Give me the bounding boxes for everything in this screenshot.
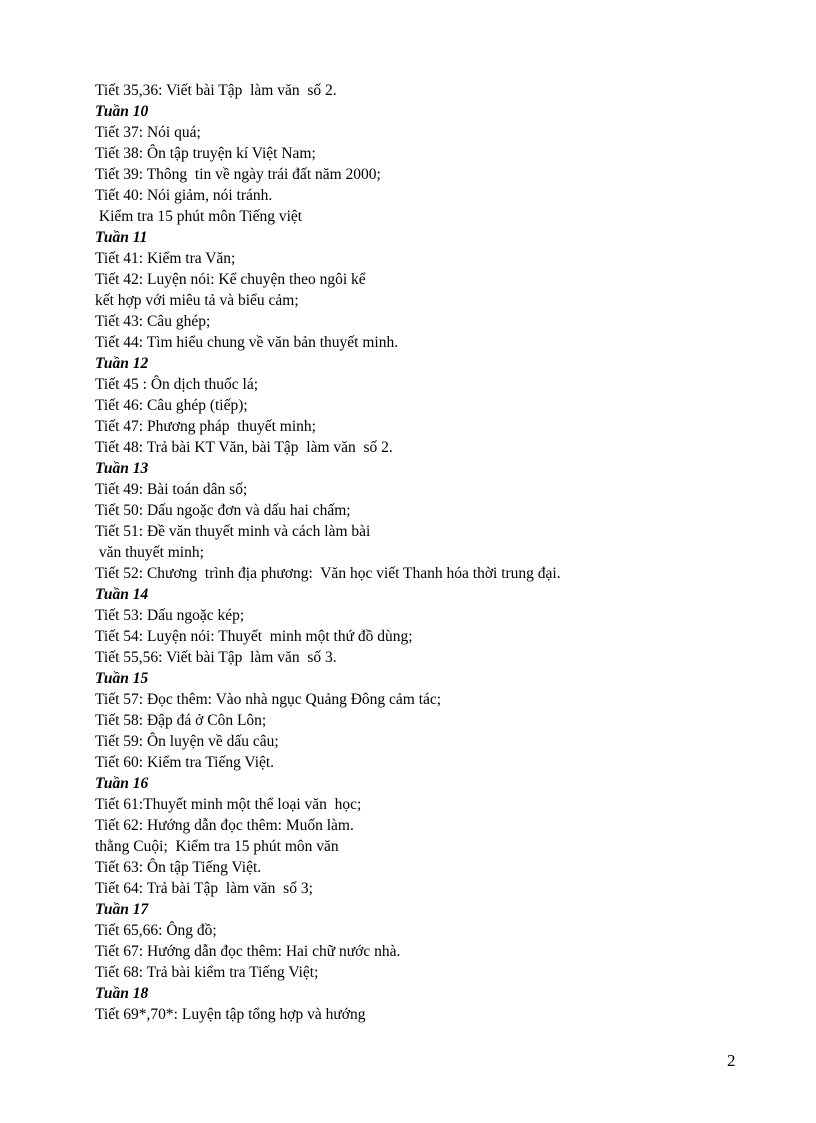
lesson-line: Tiết 54: Luyện nói: Thuyết minh một thứ đồ dùng;: [95, 628, 413, 645]
lesson-line: Tiết 55,56: Viết bài Tập làm văn số 3.: [95, 649, 337, 666]
lesson-line: Tiết 48: Trả bài KT Văn, bài Tập làm văn số 2.: [95, 439, 393, 456]
week-heading: Tuần 10: [95, 103, 149, 120]
lesson-line: Tiết 62: Hướng dẫn đọc thêm: Muốn làm.: [95, 817, 354, 834]
lesson-line: Tiết 68: Trả bài kiểm tra Tiếng Việt;: [95, 964, 319, 981]
lesson-line: Tiết 53: Dấu ngoặc kép;: [95, 607, 245, 624]
lesson-line: văn thuyết minh;: [95, 544, 204, 561]
lesson-line: kết hợp với miêu tả và biểu cảm;: [95, 292, 299, 309]
document-body: [95, 80, 735, 1025]
week-heading: Tuần 15: [95, 670, 149, 687]
lesson-line: Tiết 52: Chương trình địa phương: Văn học viết Thanh hóa thời trung đại.: [95, 565, 561, 582]
week-heading: Tuần 12: [95, 355, 149, 372]
lesson-line: Tiết 50: Dấu ngoặc đơn và dấu hai chấm;: [95, 502, 351, 519]
lesson-line: thằng Cuội; Kiểm tra 15 phút môn văn: [95, 838, 339, 855]
lesson-line: Tiết 41: Kiểm tra Văn;: [95, 250, 236, 267]
lesson-line: Tiết 57: Đọc thêm: Vào nhà ngục Quảng Đông cảm tác;: [95, 691, 442, 708]
lesson-line: Tiết 43: Câu ghép;: [95, 313, 211, 330]
lesson-line: Tiết 35,36: Viết bài Tập làm văn số 2.: [95, 82, 337, 99]
week-heading: Tuần 16: [95, 775, 149, 792]
lesson-line: Tiết 40: Nói giảm, nói tránh.: [95, 187, 273, 204]
lesson-line: Tiết 61:Thuyết minh một thể loại văn học;: [95, 796, 362, 813]
lesson-line: Tiết 64: Trả bài Tập làm văn số 3;: [95, 880, 313, 897]
lesson-line: Tiết 67: Hướng dẫn đọc thêm: Hai chữ nước nhà.: [95, 943, 401, 960]
lesson-line: Tiết 63: Ôn tập Tiếng Việt.: [95, 859, 262, 876]
week-heading: Tuần 18: [95, 985, 149, 1002]
lesson-line: Tiết 46: Câu ghép (tiếp);: [95, 397, 248, 414]
lesson-line: Tiết 60: Kiểm tra Tiếng Việt.: [95, 754, 275, 771]
week-heading: Tuần 11: [95, 229, 148, 246]
lesson-line: Kiểm tra 15 phút môn Tiếng việt: [95, 208, 303, 225]
lesson-line: Tiết 51: Đề văn thuyết minh và cách làm bài: [95, 523, 371, 540]
lesson-line: Tiết 45 : Ôn dịch thuốc lá;: [95, 376, 259, 393]
lesson-line: Tiết 37: Nói quá;: [95, 124, 201, 141]
lesson-line: Tiết 59: Ôn luyện về dấu câu;: [95, 733, 279, 750]
week-heading: Tuần 17: [95, 901, 149, 918]
week-heading: Tuần 13: [95, 460, 149, 477]
lesson-line: Tiết 47: Phương pháp thuyết minh;: [95, 418, 316, 435]
lesson-line: Tiết 49: Bài toán dân số;: [95, 481, 248, 498]
week-heading: Tuần 14: [95, 586, 149, 603]
lesson-line: Tiết 39: Thông tin về ngày trái đất năm 2000;: [95, 166, 381, 183]
lesson-line: Tiết 42: Luyện nói: Kể chuyện theo ngôi kể: [95, 271, 366, 288]
lesson-line: Tiết 58: Đập đá ở Côn Lôn;: [95, 712, 267, 729]
page-number: 2: [727, 1051, 736, 1070]
lesson-line: Tiết 69*,70*: Luyện tập tổng hợp và hướng: [95, 1006, 366, 1023]
lesson-line: Tiết 38: Ôn tập truyện kí Việt Nam;: [95, 145, 316, 162]
lesson-line: Tiết 65,66: Ông đồ;: [95, 922, 217, 939]
lesson-line: Tiết 44: Tìm hiểu chung về văn bản thuyết minh.: [95, 334, 399, 351]
